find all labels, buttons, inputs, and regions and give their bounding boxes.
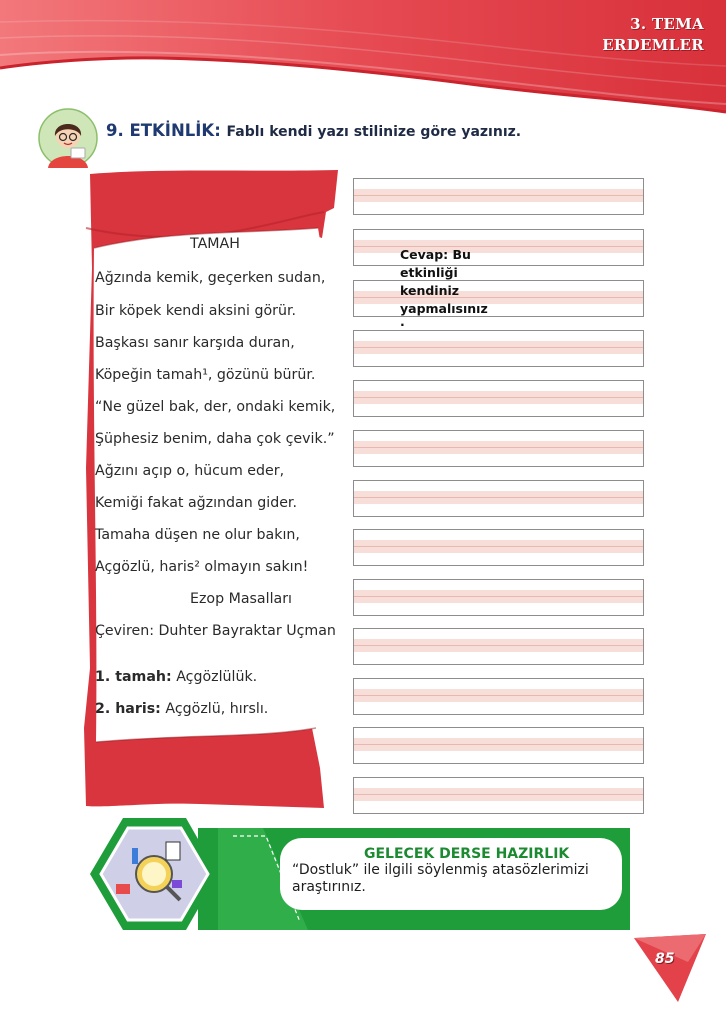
footnote-1 — [95, 669, 257, 685]
activity-instruction: Fablı kendi yazı stilinize göre yazınız. — [226, 124, 522, 140]
student-avatar-icon — [38, 108, 98, 168]
writing-line[interactable] — [353, 727, 644, 764]
unit-title — [602, 14, 704, 56]
writing-line[interactable] — [353, 678, 644, 715]
page-number: 85 — [655, 951, 675, 967]
footnote-2-definition: Açgözlü, hırslı. — [165, 701, 269, 717]
activity-heading — [106, 121, 521, 140]
fable-title: TAMAH — [190, 236, 240, 252]
fable-line-4: Köpeğin tamah¹, gözünü bürür. — [95, 367, 316, 383]
fable-line-1: Ağzında kemik, geçerken sudan, — [95, 270, 326, 286]
footnote-2 — [95, 701, 268, 717]
writing-line[interactable] — [353, 178, 644, 215]
writing-line[interactable] — [353, 777, 644, 814]
fable-line-5: “Ne güzel bak, der, ondaki kemik, — [95, 399, 336, 415]
footnote-2-term: 2. haris: — [95, 701, 161, 717]
fable-line-2: Bir köpek kendi aksini görür. — [95, 303, 296, 319]
writing-line[interactable] — [353, 579, 644, 616]
fable-source: Ezop Masalları — [190, 591, 292, 607]
fable-translator: Çeviren: Duhter Bayraktar Uçman — [95, 623, 336, 639]
fable-line-7: Ağzını açıp o, hücum eder, — [95, 463, 285, 479]
answer-dot: . — [400, 314, 405, 329]
footnote-1-term: 1. tamah: — [95, 669, 172, 685]
writing-line[interactable] — [353, 330, 644, 367]
fable-line-6: Şüphesiz benim, daha çok çevik.” — [95, 431, 335, 447]
writing-line[interactable] — [353, 480, 644, 517]
writing-line[interactable] — [353, 628, 644, 665]
writing-line[interactable] — [353, 430, 644, 467]
answer-note — [400, 246, 500, 329]
fable-line-3: Başkası sanır karşıda duran, — [95, 335, 295, 351]
prep-title: GELECEK DERSE HAZIRLIK — [364, 846, 570, 862]
page-number-badge — [628, 932, 708, 1004]
answer-text: Cevap: Bu etkinliği kendiniz yapmalısınız — [400, 247, 488, 316]
writing-line[interactable] — [353, 380, 644, 417]
fable-line-9: Tamaha düşen ne olur bakın, — [95, 527, 300, 543]
activity-number: 9. ETKİNLİK: — [106, 121, 221, 140]
unit-name: ERDEMLER — [602, 36, 704, 54]
prep-text: “Dostluk” ile ilgili söylenmiş atasözlerimizi araştırınız. — [292, 862, 589, 895]
fable-line-8: Kemiği fakat ağzından gider. — [95, 495, 297, 511]
fable-line-10: Açgözlü, haris² olmayın sakın! — [95, 559, 309, 575]
footnote-1-definition: Açgözlülük. — [176, 669, 258, 685]
unit-number: 3. TEMA — [630, 15, 704, 33]
writing-line[interactable] — [353, 529, 644, 566]
